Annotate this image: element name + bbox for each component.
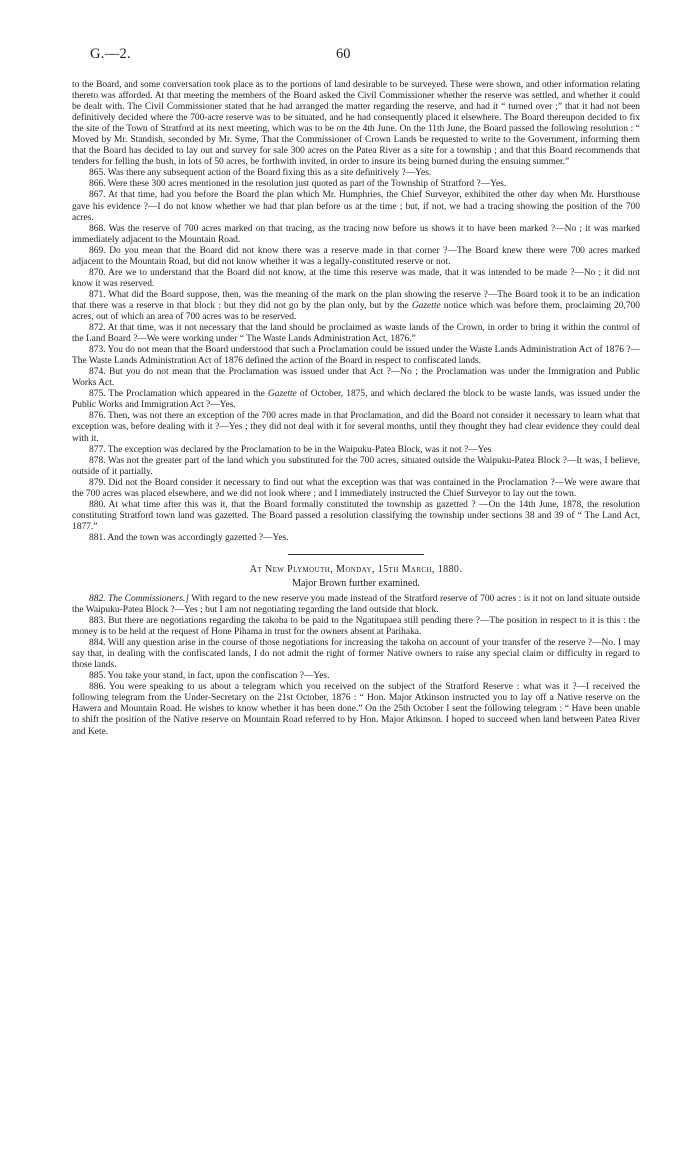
text-run: With regard to the new reserve you made instead of the Stratford reserve of 700 acres : is it not on land situate outside the Waipuku-Patea Block ?—Yes ; but I am not negotiating regarding the land outside that block. — [72, 593, 640, 616]
question-866: 866. Were these 300 acres mentioned in the resolution just quoted as part of the Township of Stratford ?—Yes. — [89, 179, 507, 190]
question-881: 881. And the town was accordingly gazetted ?—Yes. — [89, 532, 289, 543]
text-run: 875. The Proclamation which appeared in the — [89, 389, 268, 400]
question-884: 884. Will any question arise in the course of those negotiations for increasing the takoha on account of your transfer of the reserve ?—No. I may say that, in dealing with the confiscated lands, I do not admit the right of former Native owners to raise any special claim or difficulty in regard to those lands. — [72, 638, 640, 671]
question-879: 879. Did not the Board consider it necessary to find out what the exception was that was contained in the Proclamation ?—We were aware that the 700 acres was placed elsewhere, and we did not look where ; and I immediately instructed the Chief Surveyor to lay out the town. — [72, 477, 640, 499]
question-885: 885. You take your stand, in fact, upon the confiscation ?—Yes. — [89, 671, 330, 682]
italic-gazette: Gazette — [267, 389, 297, 400]
witness-heading: Major Brown further examined. — [292, 577, 420, 589]
question-874: 874. But you do not mean that the Proclamation was issued under that Act ?—No ; the Proclamation was under the Immigration and Public Works Act. — [72, 367, 640, 389]
sitting-heading — [72, 563, 640, 577]
question-878: 878. Was not the greater part of the land which you substituted for the 700 acres, situated outside the Waipuku-Patea Block ?—It was, I believe, outside of it partially. — [72, 455, 640, 477]
sitting-line: At New Plymouth, Monday, 15th March, 1880. — [249, 563, 463, 575]
text-run: notice which was before them, proclaiming 20,700 acres, out of which an area of 700 acres was to be reserved. — [72, 300, 640, 322]
question-868: 868. Was the reserve of 700 acres marked on that tracing, as the tracing now before us shows it to have been marked ?—No ; it was marked immediately adjacent to the Mountain Road. — [72, 223, 640, 245]
evidence-text — [72, 80, 640, 738]
italic-commissioners: 882. The Commissioners.] — [89, 593, 189, 604]
question-883: 883. But there are negotiations regarding the takoha to be paid to the Ngatitupaea still pending there ?—The position in respect to it is this : the money is to be held at the request of Hone Pihama in trust for the owners absent at Parihaka. — [72, 616, 640, 638]
question-880: 880. At what time after this was it, that the Board formally constituted the township as gazetted ? —On the 14th June, 1878, the resolution constituting Stratford town land was gazetted. The Board passed a resolution classifying the township under sections 38 and 39 of “ The Land Act, 1877.” — [72, 499, 640, 532]
question-876: 876. Then, was not there an exception of the 700 acres made in that Proclamation, and did the Board not consider it necessary to learn what that exception was, before dealing with it ?—Yes ; they did not deal with it for several months, until they thought they had clear evidence they could deal with it. — [72, 411, 640, 444]
question-867: 867. At that time, had you before the Board the plan which Mr. Humphries, the Chief Surveyor, exhibited the other day when Mr. Hursthouse gave his evidence ?—I do not know whether we had that plan before us at the time ; but, if not, we had a tracing showing the position of the 700 acres. — [72, 190, 640, 223]
question-871 — [72, 290, 640, 323]
question-873: 873. You do not mean that the Board understood that such a Proclamation could be issued under the Waste Lands Administration Act of 1876 ?—The Waste Lands Administration Act of 1876 defined the action of the Board in respect to confiscated lands. — [72, 345, 640, 367]
text-run: 871. What did the Board suppose, then, was the meaning of the mark on the plan showing the reserve ?—The Board took it to be an indication that there was a reserve in that block : but they did not go by the plan only, but by the — [72, 289, 640, 311]
section-divider — [288, 554, 424, 555]
question-872: 872. At that time, was it not necessary that the land should be proclaimed as waste lands of the Crown, in order to bring it within the control of the Land Board ?—We were working under “ The Waste Lands Administration Act, 1876.” — [72, 323, 640, 345]
text-run: of October, 1875, and which declared the block to be waste lands, was issued under the Public Works and Immigration Act ?—Yes. — [72, 389, 641, 411]
document-reference: G.—2. — [90, 46, 131, 62]
page-number: 60 — [336, 46, 351, 62]
question-869: 869. Do you mean that the Board did not know there was a reserve made in that corner ?—The Board knew there were 700 acres marked adjacent to the Mountain Road, but did not know whether it was a legally-constituted reserve or not. — [72, 245, 640, 267]
italic-gazette: Gazette — [411, 300, 441, 311]
paragraph: to the Board, and some conversation took place as to the portions of land desirable to be surveyed. These were shown, and other information relating thereto was afforded. At that meeting the members of the Board asked the Civil Commissioner whether the reserve was settled, and whether it could be dealt with. The Civil Commissioner stated that he had arranged the matter regarding the reserve, and had it “ turned over ;” that it had not been definitively decided where the 700-acre reserve was to be situated, and he had consequently placed it elsewhere. The Board thereupon decided to fix the site of the Town of Stratford at its next meeting, which was to be on the 4th June. On the 11th June, the Board passed the following resolution : “ Moved by Mr. Standish, seconded by Mr. Syme, That the Commissioner of Crown Lands be requested to write to the Government, informing them that the Board has decided to lay out and survey for sale 300 acres on the Patea River as a site for a township ; and that this Board recommends that tenders for felling the bush, in lots of 50 acres, be forthwith invited, in order to insure its being burned during the ensuing summer.” — [72, 80, 640, 168]
page-header — [72, 46, 640, 80]
question-875 — [72, 389, 640, 411]
question-865: 865. Was there any subsequent action of the Board fixing this as a site definitively ?—Yes. — [89, 168, 432, 179]
question-877: 877. The exception was declared by the Proclamation to be in the Waipuku-Patea Block, was it not ?—Yes — [89, 444, 492, 455]
question-886: 886. You were speaking to us about a telegram which you received on the subject of the Stratford Reserve : what was it ?—I received the following telegram from the Under-Secretary on the 21st October, 1876 : “ Hon. Major Atkinson instructed you to lay off a Native reserve on the Hawera and Mountain Road. He wishes to know whether it has been done.” On the 25th October I sent the following telegram : “ Have been unable to shift the position of the Native reserve on Mountain Road referred to by Hon. Major Atkinson. I hoped to succeed when land between Patea River and Kete. — [72, 682, 640, 737]
question-870: 870. Are we to understand that the Board did not know, at the time this reserve was made, that it was intended to be made ?—No ; it did not know it was reserved. — [72, 267, 640, 289]
question-882 — [72, 594, 640, 616]
